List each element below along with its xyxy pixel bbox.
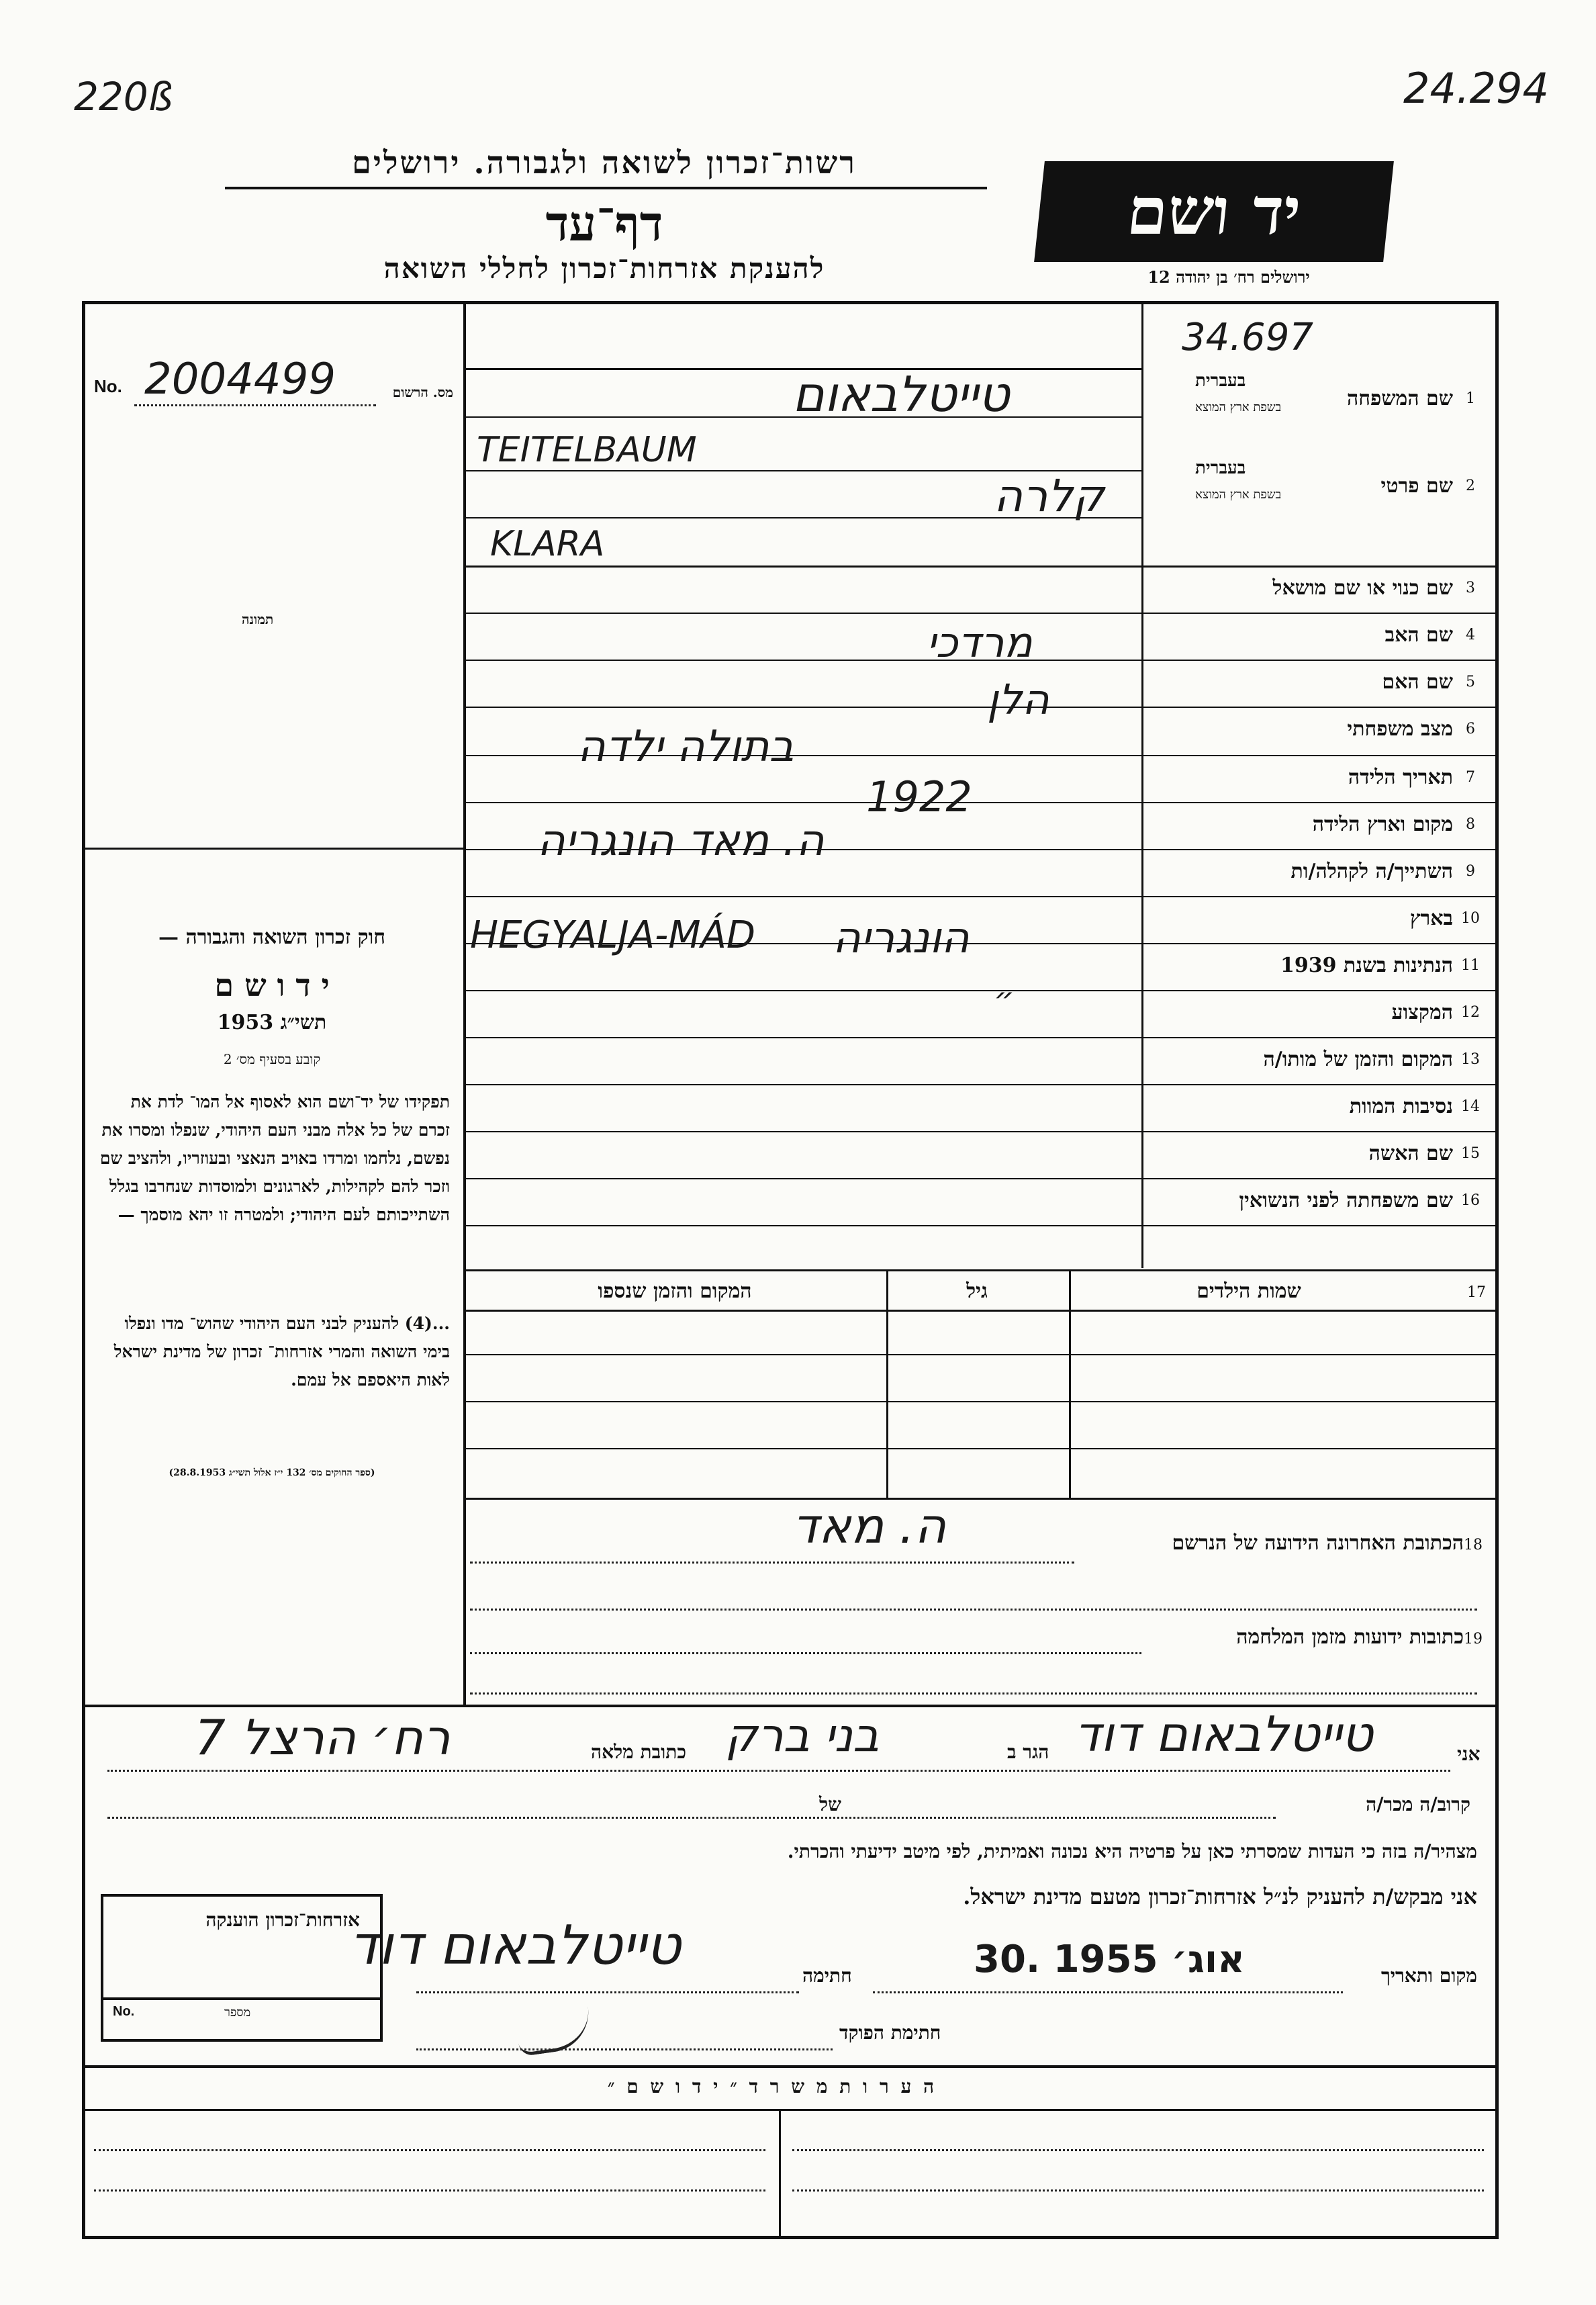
value-country: הונגריה xyxy=(833,913,970,963)
field-number: 1 xyxy=(1466,390,1475,407)
declarant-prefix: אני xyxy=(1457,1743,1481,1765)
field-number: 5 xyxy=(1466,673,1475,690)
field-label: שם פרטי xyxy=(1380,473,1453,498)
field-sub-labels xyxy=(1195,371,1281,414)
declarant-name: טייטלבאום דוד xyxy=(1074,1706,1373,1762)
award-title: אזרחות־זכרון הוענקה xyxy=(205,1909,360,1931)
value-firstname-hebrew: קלרה xyxy=(994,470,1105,522)
value-birth-date: 1922 xyxy=(866,772,972,821)
field-label-row xyxy=(1141,613,1484,657)
value-marital-status: בתולה ילדה xyxy=(577,722,794,772)
award-box xyxy=(101,1894,383,2042)
addr18-num: 18 xyxy=(1464,1537,1483,1553)
sub-label-origin: בשפת ארץ המוצא xyxy=(1195,400,1282,414)
field-number: 9 xyxy=(1466,862,1475,880)
declaration-text: מצהיר/ה בזה כי העדות שמסרתי כאן על פרטיה היא נכונה ואמיתית, לפי מיטב ידיעתי והכרתי. xyxy=(787,1840,1477,1862)
addr19-num: 19 xyxy=(1464,1631,1483,1647)
field-label: הנתינות בשנת 1939 xyxy=(1280,953,1453,977)
signature-label: חתימה xyxy=(802,1964,852,1987)
field-sub-labels xyxy=(1195,458,1281,502)
relation-label: קרוב/ה מכר/ה xyxy=(1366,1793,1470,1815)
field-label-row xyxy=(1141,566,1484,610)
value-surname-latin: TEITELBAUM xyxy=(477,430,697,470)
value-firstname-latin: KLARA xyxy=(490,524,605,564)
field-number: 4 xyxy=(1466,626,1475,643)
declaration-date: 30. אוג׳ 1955 xyxy=(974,1938,1245,1981)
field-number: 12 xyxy=(1461,1003,1480,1021)
field-number: 2 xyxy=(1466,477,1475,494)
field-label: מצב משפחתי xyxy=(1347,717,1453,741)
sub-label-origin: בשפת ארץ המוצא xyxy=(1195,488,1282,502)
stamp-number: 34.697 xyxy=(1182,316,1313,359)
corner-mark-left: 220ß xyxy=(74,74,173,120)
field-label: נסיבות המוות xyxy=(1349,1094,1453,1118)
logo-text: יד ושם xyxy=(1123,173,1305,249)
logo-address: ירושלים רח׳ בן יהודה 12 xyxy=(1147,267,1310,287)
field-label-row xyxy=(1141,371,1484,420)
field-number: 3 xyxy=(1466,579,1475,596)
field-label-row xyxy=(1141,707,1484,751)
field-number: 10 xyxy=(1461,909,1480,927)
children-col-place: המקום והזמן שנספו xyxy=(598,1279,752,1303)
declarant-city: בני ברק xyxy=(725,1709,880,1762)
children-col-names: שמות הילדים xyxy=(1196,1279,1301,1303)
place-date-label: מקום ותאריך xyxy=(1380,1964,1477,1987)
resident-label: הגר ב xyxy=(1007,1741,1049,1763)
field-number: 15 xyxy=(1461,1144,1480,1162)
law-body-1: תפקידו של יד־ושם הוא לאסוף אל המו־ לדת את זכרם של כל אלה מבני העם היהודי, שנפלו ומסרו את נפשם, נלחמו ומרדו באויב הנאצי ובעוזריו, ולהציב שם וזכר להם לקהילות, לארגונים ולמוסדות שנחרבו בגלל השתייכותם לעם היהודי; ולמטרה זו יהא מוסמך — xyxy=(99,1092,450,1224)
field-label-row xyxy=(1141,458,1484,508)
field-number: 11 xyxy=(1461,956,1480,974)
authority-title: רשות־זכרון לשואה ולגבורה. ירושלים xyxy=(352,144,857,181)
sub-label-hebrew: בעברית xyxy=(1195,458,1246,478)
field-label: המקום והזמן של מותו/ה xyxy=(1263,1047,1453,1071)
field-label-row xyxy=(1141,943,1484,987)
field-label: השתייך/ה לקהלה/ות xyxy=(1290,859,1453,883)
officer-label: חתימת הפוקד xyxy=(839,2022,941,2044)
value-nationality: ״ xyxy=(994,981,1015,1018)
field-label-row xyxy=(1141,1084,1484,1128)
law-title: חוק זכרון השואה והגבורה — xyxy=(158,925,385,949)
field-label: שם כנוי או שם מושאל xyxy=(1272,576,1453,600)
field-label-row xyxy=(1141,849,1484,893)
of-label: של xyxy=(819,1793,841,1815)
field-label-row xyxy=(1141,990,1484,1034)
value-mother: הלן xyxy=(987,675,1049,724)
office-notes-title: ה ע ר ו ת מ ש ר ד ״ י ד ו ש ם ״ xyxy=(607,2075,937,2097)
sub-label-hebrew: בעברית xyxy=(1195,371,1246,391)
declarant-address: רח׳ הרצל 7 xyxy=(195,1709,451,1766)
field-label: תאריך הלידה xyxy=(1348,765,1453,789)
field-label-row xyxy=(1141,755,1484,799)
address-label: כתובת מלאה xyxy=(591,1741,687,1763)
field-number: 7 xyxy=(1466,768,1475,786)
field-label: שם האם xyxy=(1382,670,1453,694)
yad-vashem-logo xyxy=(1034,161,1394,262)
value-father: מרדכי xyxy=(927,618,1033,667)
field-label-row xyxy=(1141,1037,1484,1081)
field-label: שם האב xyxy=(1384,623,1453,647)
value-surname-hebrew: טייטלבאום xyxy=(792,366,1010,422)
field-label: מקום וארץ הלידה xyxy=(1312,812,1453,836)
field-label-row xyxy=(1141,802,1484,846)
children-col-age: גיל xyxy=(966,1279,988,1303)
law-clause: קובע בסעיף מס׳ 2 xyxy=(223,1051,321,1067)
form-subtitle: להענקת אזרחות־זכרון לחללי השואה xyxy=(383,252,825,285)
field-label: שם האשה xyxy=(1368,1141,1453,1165)
award-num-label: מספר xyxy=(224,2005,251,2020)
field-label: בארץ xyxy=(1409,906,1453,930)
field-number: 8 xyxy=(1466,815,1475,833)
field-number: 14 xyxy=(1461,1097,1480,1115)
field-number: 16 xyxy=(1461,1191,1480,1209)
corner-mark-right: 24.294 xyxy=(1403,64,1549,113)
field-label-row xyxy=(1141,896,1484,940)
request-text: אני מבקש/ת להעניק לנ״ל אזרחות־זכרון מטעם מדינת ישראל. xyxy=(963,1884,1477,1909)
addr18-label: הכתובת האחרונה הידועה של הנרשם xyxy=(1172,1531,1464,1555)
field-number: 6 xyxy=(1466,720,1475,737)
law-body-2: ...(4) להעניק לבני העם היהודי שהוש־ מדו ונפלו בימי השואה והמרי אזרחות־ זכרון של מדינת ישראל לאות היאספם אל עמם. xyxy=(113,1314,450,1390)
photo-label: תמונה xyxy=(242,611,274,627)
value-community-latin: HEGYALJA-MÁD xyxy=(470,913,756,957)
field-label-row xyxy=(1141,1178,1484,1222)
field-label: המקצוע xyxy=(1391,1000,1453,1024)
reg-number: 2004499 xyxy=(144,355,336,404)
field-label-row xyxy=(1141,1131,1484,1175)
award-no-label: No. xyxy=(113,2004,135,2019)
field-label: שם המשפחה xyxy=(1346,386,1453,410)
law-name: י ד ו ש ם xyxy=(214,967,330,1003)
form-title: דף־עד xyxy=(545,195,663,252)
field-label-row xyxy=(1141,660,1484,704)
value-birth-place: ה. מאד הונגריה xyxy=(537,816,825,866)
declarant-signature: טייטלבאום דוד xyxy=(349,1914,682,1977)
children-num: 17 xyxy=(1467,1284,1486,1301)
law-reference: (ספר החוקים מס׳ 132 י״ז אלול תשי״ג 28.8.1953) xyxy=(169,1467,375,1478)
reg-label: מס. הרשום xyxy=(392,384,453,400)
law-year: תשי״ג 1953 xyxy=(217,1011,327,1034)
reg-no-label: No. xyxy=(94,376,122,396)
field-number: 13 xyxy=(1461,1050,1480,1068)
addr19-label: כתובות ידועות מזמן המלחמה xyxy=(1236,1625,1464,1649)
field-label: שם משפחתה לפני הנשואין xyxy=(1239,1188,1453,1212)
addr18-value: ה. מאד xyxy=(792,1498,947,1554)
